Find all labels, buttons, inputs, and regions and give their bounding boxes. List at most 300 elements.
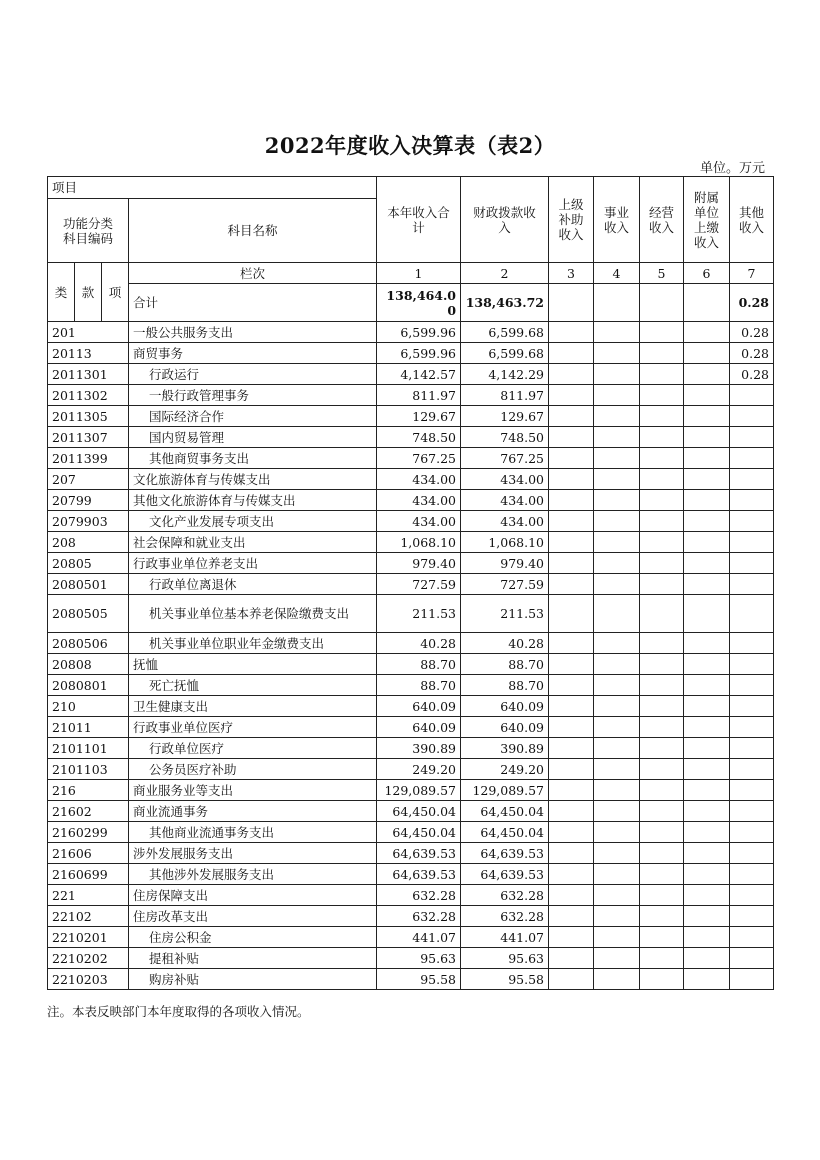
row-other <box>730 927 774 948</box>
row-total: 434.00 <box>377 490 461 511</box>
empty-cell <box>594 574 640 595</box>
row-name: 一般公共服务支出 <box>129 322 377 343</box>
empty-cell <box>549 511 594 532</box>
empty-cell <box>549 406 594 427</box>
empty-cell <box>640 696 684 717</box>
empty-cell <box>640 717 684 738</box>
row-code: 20805 <box>48 553 129 574</box>
empty-cell <box>684 385 730 406</box>
empty-cell <box>684 780 730 801</box>
row-other <box>730 633 774 654</box>
row-name: 其他涉外发展服务支出 <box>129 864 377 885</box>
table-row <box>48 553 774 574</box>
row-other <box>730 696 774 717</box>
row-total: 979.40 <box>377 553 461 574</box>
empty-cell <box>640 675 684 696</box>
row-total: 811.97 <box>377 385 461 406</box>
table-row <box>48 633 774 654</box>
empty-cell <box>640 574 684 595</box>
row-total: 441.07 <box>377 927 461 948</box>
row-fiscal: 95.58 <box>461 969 549 990</box>
empty-cell <box>549 927 594 948</box>
row-total: 211.53 <box>377 595 461 633</box>
row-fiscal: 88.70 <box>461 675 549 696</box>
row-other <box>730 906 774 927</box>
row-name: 行政单位医疗 <box>129 738 377 759</box>
empty-cell <box>684 284 730 322</box>
row-fiscal: 748.50 <box>461 427 549 448</box>
row-fiscal: 211.53 <box>461 595 549 633</box>
empty-cell <box>684 759 730 780</box>
empty-cell <box>594 511 640 532</box>
row-total: 1,068.10 <box>377 532 461 553</box>
row-other <box>730 595 774 633</box>
header-lei: 类 <box>48 263 75 322</box>
empty-cell <box>594 696 640 717</box>
row-name: 行政事业单位医疗 <box>129 717 377 738</box>
empty-cell <box>684 553 730 574</box>
table-row <box>48 427 774 448</box>
row-fiscal: 64,639.53 <box>461 864 549 885</box>
table-row <box>48 948 774 969</box>
col-num: 3 <box>549 263 594 284</box>
row-name: 其他文化旅游体育与传媒支出 <box>129 490 377 511</box>
row-other: 0.28 <box>730 343 774 364</box>
empty-cell <box>549 864 594 885</box>
row-other <box>730 780 774 801</box>
row-other <box>730 511 774 532</box>
empty-cell <box>594 633 640 654</box>
empty-cell <box>640 843 684 864</box>
row-name: 机关事业单位职业年金缴费支出 <box>129 633 377 654</box>
empty-cell <box>684 927 730 948</box>
row-fiscal: 632.28 <box>461 885 549 906</box>
row-name: 行政单位离退休 <box>129 574 377 595</box>
row-name: 涉外发展服务支出 <box>129 843 377 864</box>
empty-cell <box>549 448 594 469</box>
row-name: 住房保障支出 <box>129 885 377 906</box>
empty-cell <box>549 801 594 822</box>
empty-cell <box>594 469 640 490</box>
row-total: 6,599.96 <box>377 322 461 343</box>
table-row <box>48 738 774 759</box>
row-code: 208 <box>48 532 129 553</box>
empty-cell <box>549 364 594 385</box>
empty-cell <box>640 759 684 780</box>
empty-cell <box>640 633 684 654</box>
header-kuan: 款 <box>75 263 102 322</box>
empty-cell <box>640 511 684 532</box>
table-row <box>48 469 774 490</box>
col-num: 6 <box>684 263 730 284</box>
row-other <box>730 969 774 990</box>
row-code: 2210201 <box>48 927 129 948</box>
empty-cell <box>640 469 684 490</box>
empty-cell <box>640 969 684 990</box>
empty-cell <box>640 406 684 427</box>
row-total: 767.25 <box>377 448 461 469</box>
row-fiscal: 811.97 <box>461 385 549 406</box>
row-other <box>730 448 774 469</box>
row-total: 129,089.57 <box>377 780 461 801</box>
empty-cell <box>594 906 640 927</box>
empty-cell <box>594 553 640 574</box>
row-fiscal: 441.07 <box>461 927 549 948</box>
unit-label: 单位。万元 <box>699 161 765 176</box>
row-fiscal: 64,450.04 <box>461 822 549 843</box>
row-total: 727.59 <box>377 574 461 595</box>
table-row <box>48 343 774 364</box>
row-other <box>730 490 774 511</box>
row-total: 632.28 <box>377 906 461 927</box>
empty-cell <box>594 780 640 801</box>
empty-cell <box>594 343 640 364</box>
empty-cell <box>640 885 684 906</box>
empty-cell <box>594 406 640 427</box>
row-name: 卫生健康支出 <box>129 696 377 717</box>
row-name: 商贸事务 <box>129 343 377 364</box>
table-row <box>48 385 774 406</box>
col-num: 2 <box>461 263 549 284</box>
empty-cell <box>549 532 594 553</box>
col-num: 1 <box>377 263 461 284</box>
empty-cell <box>549 633 594 654</box>
footnote: 注。本表反映部门本年度取得的各项收入情况。 <box>47 1004 310 1019</box>
row-total: 64,450.04 <box>377 822 461 843</box>
empty-cell <box>684 574 730 595</box>
empty-cell <box>640 948 684 969</box>
col-num: 7 <box>730 263 774 284</box>
row-name: 一般行政管理事务 <box>129 385 377 406</box>
row-name: 住房公积金 <box>129 927 377 948</box>
empty-cell <box>594 675 640 696</box>
row-other <box>730 843 774 864</box>
empty-cell <box>684 864 730 885</box>
income-table <box>47 176 774 990</box>
header-total: 本年收入合 计 <box>377 177 461 263</box>
empty-cell <box>549 969 594 990</box>
header-affiliated: 附属 单位 上缴 收入 <box>684 177 730 263</box>
row-code: 201 <box>48 322 129 343</box>
row-name: 死亡抚恤 <box>129 675 377 696</box>
row-code: 2011301 <box>48 364 129 385</box>
row-total: 129.67 <box>377 406 461 427</box>
row-total: 88.70 <box>377 675 461 696</box>
empty-cell <box>549 343 594 364</box>
total-total: 138,464.00 <box>377 284 461 322</box>
row-code: 2210202 <box>48 948 129 969</box>
row-total: 748.50 <box>377 427 461 448</box>
row-other <box>730 553 774 574</box>
row-fiscal: 640.09 <box>461 717 549 738</box>
table-row <box>48 696 774 717</box>
header-other: 其他 收入 <box>730 177 774 263</box>
empty-cell <box>549 843 594 864</box>
header-lanci: 栏次 <box>129 263 377 284</box>
total-row <box>48 284 774 322</box>
row-code: 2011307 <box>48 427 129 448</box>
table-row <box>48 780 774 801</box>
row-fiscal: 1,068.10 <box>461 532 549 553</box>
empty-cell <box>640 801 684 822</box>
row-other <box>730 385 774 406</box>
empty-cell <box>684 822 730 843</box>
row-other <box>730 801 774 822</box>
empty-cell <box>549 574 594 595</box>
row-other <box>730 759 774 780</box>
row-fiscal: 390.89 <box>461 738 549 759</box>
empty-cell <box>684 948 730 969</box>
empty-cell <box>684 364 730 385</box>
header-project: 项目 <box>48 177 377 199</box>
row-total: 64,639.53 <box>377 843 461 864</box>
empty-cell <box>549 675 594 696</box>
row-name: 行政运行 <box>129 364 377 385</box>
empty-cell <box>594 969 640 990</box>
empty-cell <box>549 553 594 574</box>
row-fiscal: 434.00 <box>461 469 549 490</box>
table-row <box>48 969 774 990</box>
table-row <box>48 759 774 780</box>
row-code: 2080501 <box>48 574 129 595</box>
empty-cell <box>594 490 640 511</box>
empty-cell <box>640 595 684 633</box>
row-total: 4,142.57 <box>377 364 461 385</box>
row-name: 文化旅游体育与传媒支出 <box>129 469 377 490</box>
row-name: 社会保障和就业支出 <box>129 532 377 553</box>
empty-cell <box>549 948 594 969</box>
header-business: 事业 收入 <box>594 177 640 263</box>
empty-cell <box>549 595 594 633</box>
empty-cell <box>684 469 730 490</box>
row-other <box>730 738 774 759</box>
empty-cell <box>640 654 684 675</box>
empty-cell <box>684 717 730 738</box>
row-fiscal: 129.67 <box>461 406 549 427</box>
row-fiscal: 64,450.04 <box>461 801 549 822</box>
row-fiscal: 727.59 <box>461 574 549 595</box>
row-fiscal: 249.20 <box>461 759 549 780</box>
row-total: 40.28 <box>377 633 461 654</box>
row-fiscal: 640.09 <box>461 696 549 717</box>
empty-cell <box>594 532 640 553</box>
row-other <box>730 822 774 843</box>
row-total: 95.63 <box>377 948 461 969</box>
empty-cell <box>594 385 640 406</box>
table-row <box>48 574 774 595</box>
table-row <box>48 406 774 427</box>
row-name: 其他商业流通事务支出 <box>129 822 377 843</box>
row-name: 商业服务业等支出 <box>129 780 377 801</box>
row-other <box>730 864 774 885</box>
empty-cell <box>684 490 730 511</box>
table-row <box>48 511 774 532</box>
row-name: 抚恤 <box>129 654 377 675</box>
row-name: 公务员医疗补助 <box>129 759 377 780</box>
header-subject-name: 科目名称 <box>129 199 377 263</box>
row-code: 2080801 <box>48 675 129 696</box>
row-code: 2080505 <box>48 595 129 633</box>
empty-cell <box>640 322 684 343</box>
row-code: 221 <box>48 885 129 906</box>
empty-cell <box>684 675 730 696</box>
row-total: 434.00 <box>377 511 461 532</box>
row-fiscal: 434.00 <box>461 490 549 511</box>
row-total: 640.09 <box>377 696 461 717</box>
total-fiscal: 138,463.72 <box>461 284 549 322</box>
row-fiscal: 6,599.68 <box>461 343 549 364</box>
table-row <box>48 885 774 906</box>
empty-cell <box>594 927 640 948</box>
empty-cell <box>684 654 730 675</box>
empty-cell <box>594 948 640 969</box>
table-row <box>48 927 774 948</box>
row-name: 其他商贸事务支出 <box>129 448 377 469</box>
empty-cell <box>549 284 594 322</box>
empty-cell <box>594 801 640 822</box>
row-code: 207 <box>48 469 129 490</box>
table-row <box>48 595 774 633</box>
empty-cell <box>640 927 684 948</box>
empty-cell <box>594 717 640 738</box>
col-num: 5 <box>640 263 684 284</box>
empty-cell <box>684 906 730 927</box>
row-total: 6,599.96 <box>377 343 461 364</box>
row-other <box>730 654 774 675</box>
empty-cell <box>684 738 730 759</box>
empty-cell <box>684 343 730 364</box>
empty-cell <box>684 532 730 553</box>
empty-cell <box>549 490 594 511</box>
empty-cell <box>594 864 640 885</box>
header-func-code: 功能分类 科目编码 <box>48 199 129 263</box>
empty-cell <box>549 654 594 675</box>
empty-cell <box>594 448 640 469</box>
table-row <box>48 906 774 927</box>
empty-cell <box>594 822 640 843</box>
row-total: 249.20 <box>377 759 461 780</box>
row-other <box>730 574 774 595</box>
row-code: 2011399 <box>48 448 129 469</box>
row-fiscal: 64,639.53 <box>461 843 549 864</box>
header-fiscal: 财政拨款收 入 <box>461 177 549 263</box>
row-code: 2160699 <box>48 864 129 885</box>
empty-cell <box>684 448 730 469</box>
row-total: 390.89 <box>377 738 461 759</box>
total-label: 合计 <box>129 284 377 322</box>
empty-cell <box>640 490 684 511</box>
empty-cell <box>640 364 684 385</box>
col-num: 4 <box>594 263 640 284</box>
table-row <box>48 654 774 675</box>
empty-cell <box>684 427 730 448</box>
row-total: 640.09 <box>377 717 461 738</box>
row-code: 210 <box>48 696 129 717</box>
empty-cell <box>549 759 594 780</box>
header-xiang: 项 <box>102 263 129 322</box>
row-name: 行政事业单位养老支出 <box>129 553 377 574</box>
empty-cell <box>684 511 730 532</box>
row-code: 2011302 <box>48 385 129 406</box>
empty-cell <box>640 448 684 469</box>
empty-cell <box>594 759 640 780</box>
row-code: 20799 <box>48 490 129 511</box>
row-other <box>730 532 774 553</box>
row-other <box>730 885 774 906</box>
empty-cell <box>549 717 594 738</box>
empty-cell <box>640 343 684 364</box>
empty-cell <box>684 843 730 864</box>
row-fiscal: 767.25 <box>461 448 549 469</box>
table-row <box>48 675 774 696</box>
row-code: 2080506 <box>48 633 129 654</box>
empty-cell <box>684 885 730 906</box>
row-name: 文化产业发展专项支出 <box>129 511 377 532</box>
row-code: 2210203 <box>48 969 129 990</box>
empty-cell <box>684 633 730 654</box>
empty-cell <box>684 595 730 633</box>
empty-cell <box>549 738 594 759</box>
empty-cell <box>594 322 640 343</box>
row-name: 商业流通事务 <box>129 801 377 822</box>
row-code: 21606 <box>48 843 129 864</box>
table-row <box>48 364 774 385</box>
empty-cell <box>684 696 730 717</box>
empty-cell <box>549 696 594 717</box>
row-other <box>730 717 774 738</box>
empty-cell <box>640 780 684 801</box>
row-total: 434.00 <box>377 469 461 490</box>
row-fiscal: 129,089.57 <box>461 780 549 801</box>
empty-cell <box>640 738 684 759</box>
empty-cell <box>594 885 640 906</box>
empty-cell <box>549 780 594 801</box>
row-total: 64,450.04 <box>377 801 461 822</box>
empty-cell <box>640 553 684 574</box>
empty-cell <box>640 284 684 322</box>
empty-cell <box>549 822 594 843</box>
row-other <box>730 675 774 696</box>
empty-cell <box>640 864 684 885</box>
empty-cell <box>549 322 594 343</box>
row-other <box>730 427 774 448</box>
row-total: 88.70 <box>377 654 461 675</box>
empty-cell <box>640 427 684 448</box>
row-name: 购房补贴 <box>129 969 377 990</box>
table-row <box>48 448 774 469</box>
table-row <box>48 843 774 864</box>
row-fiscal: 434.00 <box>461 511 549 532</box>
table-row <box>48 322 774 343</box>
row-total: 95.58 <box>377 969 461 990</box>
row-code: 216 <box>48 780 129 801</box>
row-code: 2101101 <box>48 738 129 759</box>
table-row <box>48 864 774 885</box>
row-code: 20808 <box>48 654 129 675</box>
row-name: 提租补贴 <box>129 948 377 969</box>
row-name: 国内贸易管理 <box>129 427 377 448</box>
row-code: 2160299 <box>48 822 129 843</box>
row-code: 21602 <box>48 801 129 822</box>
row-fiscal: 88.70 <box>461 654 549 675</box>
row-code: 21011 <box>48 717 129 738</box>
empty-cell <box>640 906 684 927</box>
empty-cell <box>684 322 730 343</box>
row-name: 住房改革支出 <box>129 906 377 927</box>
empty-cell <box>640 822 684 843</box>
row-code: 2011305 <box>48 406 129 427</box>
row-code: 20113 <box>48 343 129 364</box>
